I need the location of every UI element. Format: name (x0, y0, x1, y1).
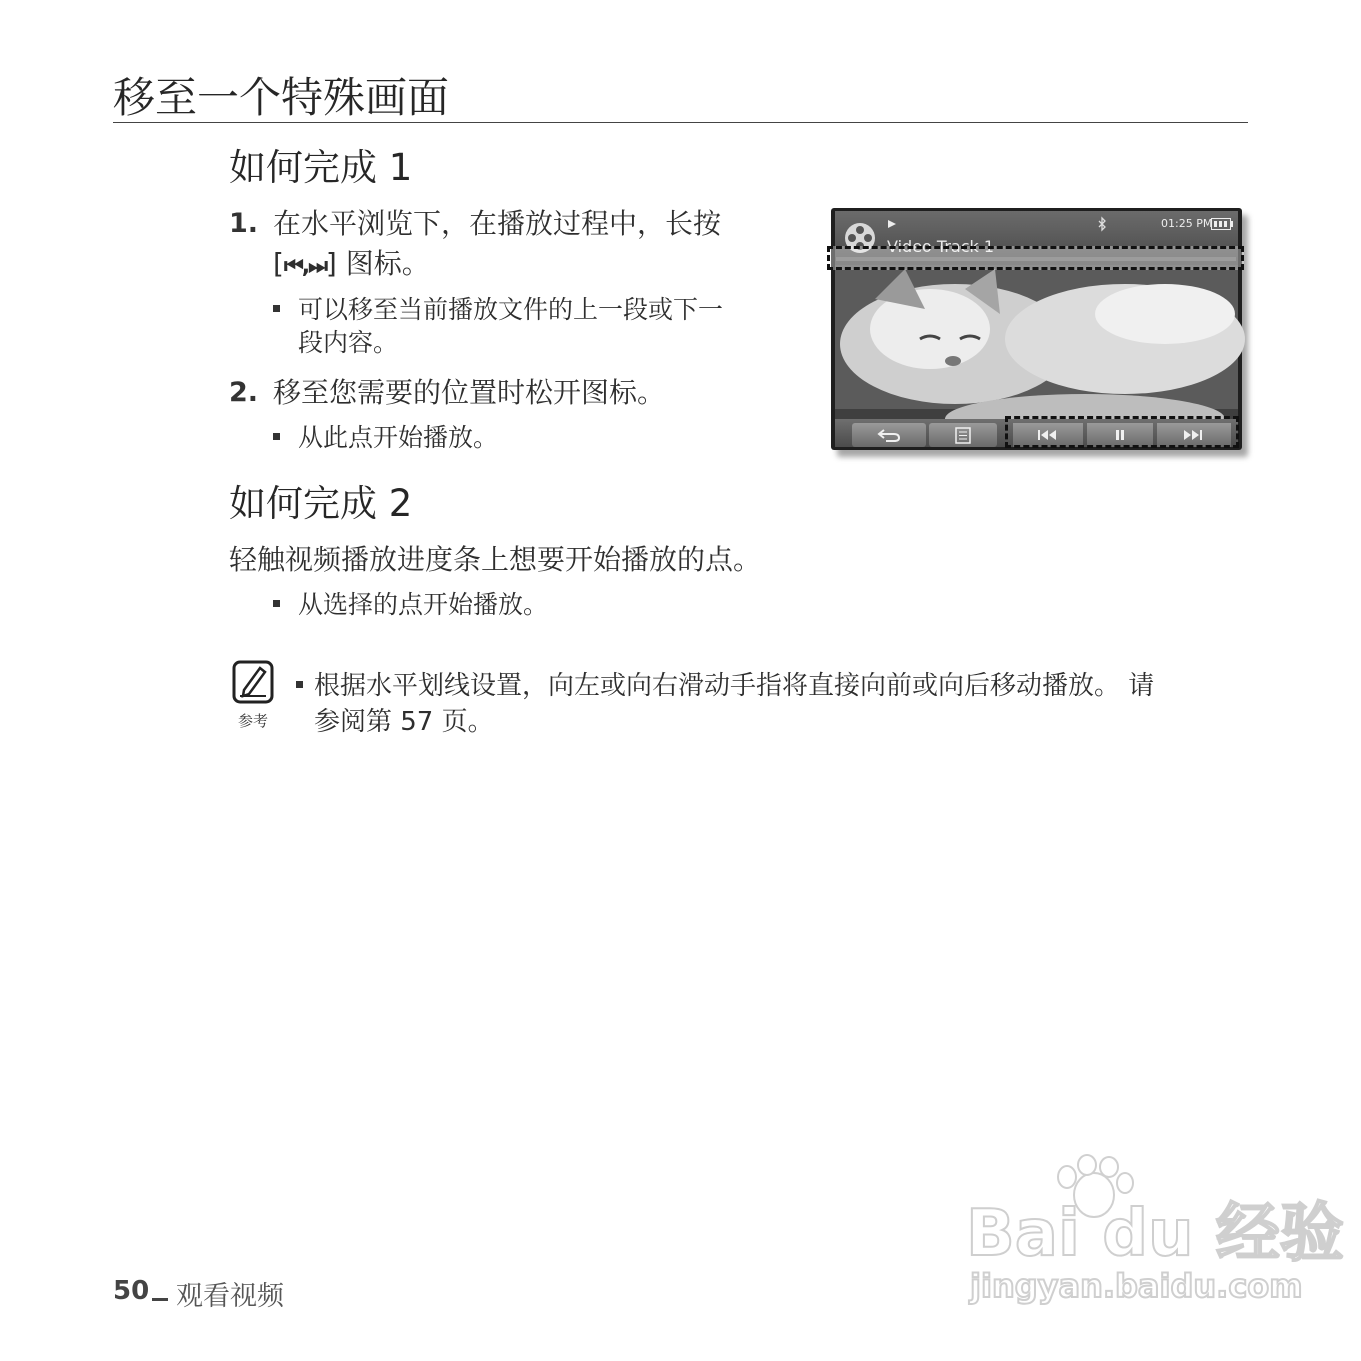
method2-heading: 如何完成 2 (229, 482, 413, 525)
clock: 01:25 PM (1161, 217, 1213, 230)
skip-buttons-highlight (1005, 416, 1239, 448)
bracket-open: [ (273, 247, 284, 280)
step1-bullet-line1: 可以移至当前播放文件的上一段或下一 (298, 295, 724, 324)
step2-text: 移至您需要的位置时松开图标。 (273, 376, 666, 409)
page-number: 50 (113, 1276, 150, 1306)
bullet-mark (273, 305, 280, 312)
step2-bullet (273, 421, 773, 454)
watermark-brand: Bai du 经验 (966, 1197, 1344, 1271)
note-line2: 参阅第 57 页。 (314, 707, 494, 737)
track-title: Video Track 1 (887, 237, 995, 256)
progress-bar-highlight[interactable] (827, 246, 1244, 270)
step2-number: 2. (229, 377, 259, 408)
step1-bullet (273, 293, 803, 359)
footer-separator (152, 1298, 168, 1301)
baidu-jingyan-watermark (966, 1155, 1344, 1305)
bullet-mark (273, 433, 280, 440)
step1-bullet-line2: 段内容。 (298, 328, 399, 357)
method2-bullet (273, 588, 773, 621)
back-button[interactable] (852, 423, 926, 447)
method2-bullet-text: 从选择的点开始播放。 (298, 590, 549, 619)
play-status-icon (887, 219, 897, 229)
list-button[interactable] (929, 423, 997, 447)
step1-text: 在水平浏览下，在播放过程中，长按 (273, 207, 722, 240)
progress-track[interactable] (836, 257, 1236, 261)
method2-text: 轻触视频播放进度条上想要开始播放的点。 (229, 543, 762, 576)
watermark-url: jingyan.baidu.com (970, 1267, 1303, 1305)
method1-heading: 如何完成 1 (229, 146, 413, 189)
battery-icon (1211, 218, 1233, 230)
note-text (296, 668, 1236, 740)
step1-number: 1. (229, 208, 259, 239)
bullet-mark (273, 600, 280, 607)
note-line1: 根据水平划线设置，向左或向右滑动手指将直接向前或向后移动播放。 请 (314, 671, 1155, 701)
note-icon (232, 660, 274, 704)
page-title: 移至一个特殊画面 (113, 73, 450, 122)
bracket-close: ] 图标。 (325, 247, 430, 280)
back-icon (876, 427, 902, 443)
bullet-mark (296, 681, 303, 688)
step1-text-line2 (273, 244, 430, 287)
device-screenshot (831, 208, 1242, 450)
note-caption: 参考 (238, 712, 269, 730)
title-rule (113, 122, 1248, 123)
skip-buttons-icon: ⏮,⏭ (283, 254, 326, 279)
list-icon (955, 427, 971, 444)
bluetooth-icon (1097, 217, 1107, 231)
step2-bullet-text: 从此点开始播放。 (298, 423, 499, 452)
footer-section: 观看视频 (176, 1281, 284, 1312)
